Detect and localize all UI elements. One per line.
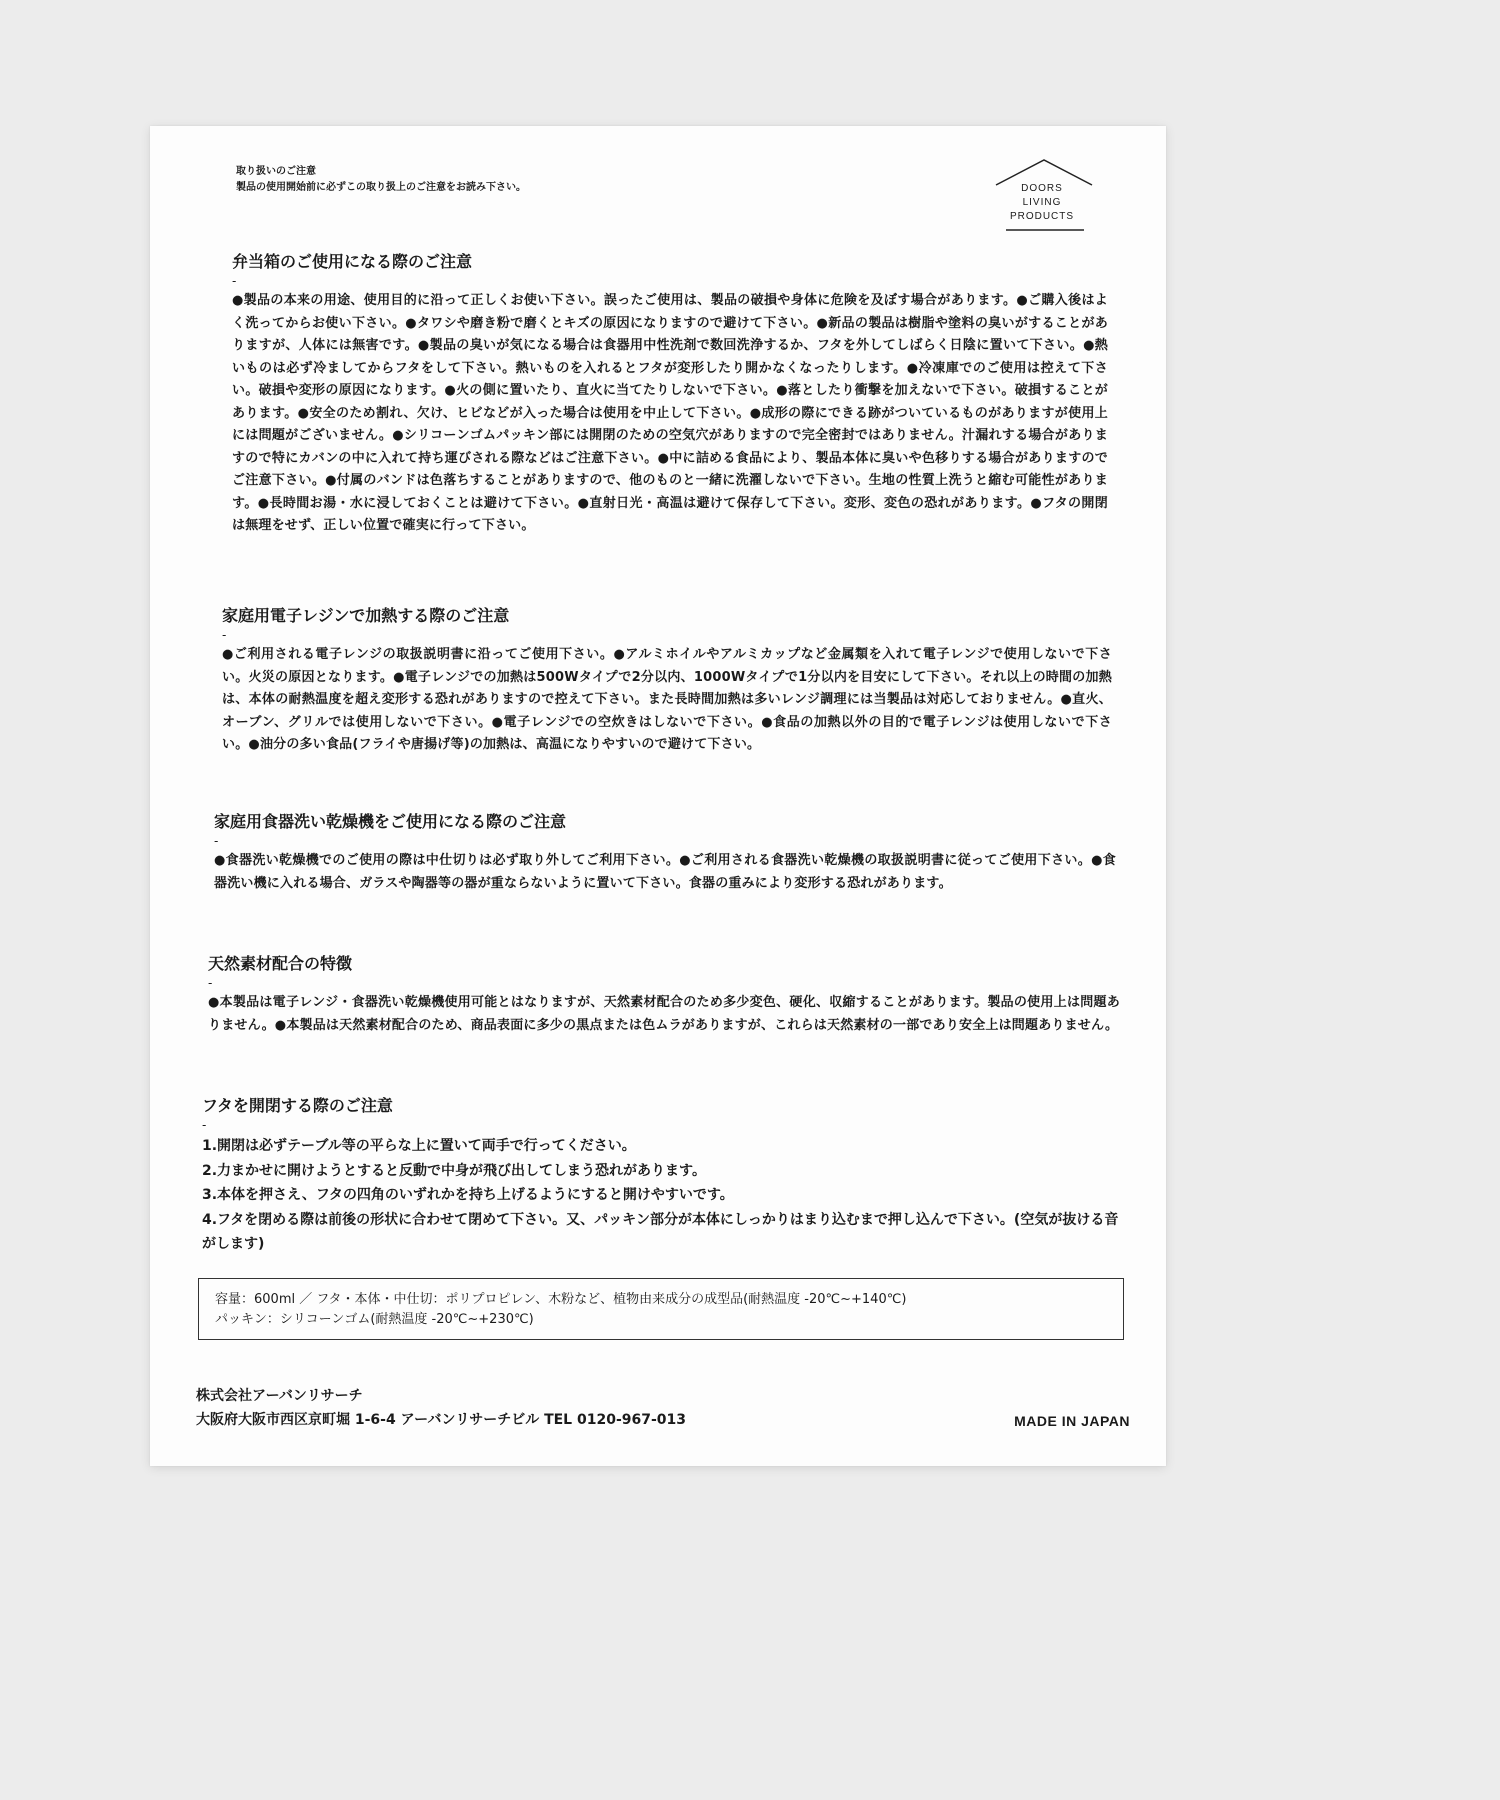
logo-line-living: LIVING xyxy=(1022,197,1062,208)
section-dash: - xyxy=(202,1118,207,1132)
company-info xyxy=(196,1384,686,1432)
notice-title: 取り扱いのご注意 xyxy=(236,166,316,177)
company-name: 株式会社アーバンリサーチ xyxy=(196,1388,363,1404)
section-dishwasher xyxy=(214,810,1116,895)
lid-steps xyxy=(202,1134,1126,1257)
section-microwave xyxy=(222,604,1112,757)
section-lunchbox xyxy=(232,250,1108,538)
logo-line-doors: DOORS xyxy=(1021,183,1063,194)
logo-line-products: PRODUCTS xyxy=(1009,211,1075,222)
section-title: 家庭用電子レジンで加熱する際のご注意 xyxy=(222,606,510,625)
section-title: 家庭用食器洗い乾燥機をご使用になる際のご注意 xyxy=(214,812,567,831)
section-body: ●食器洗い乾燥機でのご使用の際は中仕切りは必ず取り外してご利用下さい。●ご利用される食器洗い乾燥機の取扱説明書に従ってご使用下さい。●食器洗い機に入れる場合、ガラスや陶器等の器が重ならないように置いて下さい。食器の重みにより変形する恐れがあります。 xyxy=(214,853,1116,891)
section-dash: - xyxy=(208,976,213,990)
section-natural-material xyxy=(208,952,1120,1037)
top-notice xyxy=(236,164,526,196)
section-body: ●ご利用される電子レンジの取扱説明書に沿ってご使用下さい。●アルミホイルやアルミカップなど金属類を入れて電子レンジで使用しないで下さい。火災の原因となります。●電子レンジでの加熱は500Wタイプで2分以内、1000Wタイプで1分以内を目安にして下さい。それ以上の時間の加熱は、本体の耐熱温度を超え変形する恐れがありますので控えて下さい。また長時間加熱は多いレンジ調理には当製品は対応しておりません。●直火、オーブン、グリルでは使用しないで下さい。●電子レンジでの空炊きはしないで下さい。●食品の加熱以外の目的で電子レンジは使用しないで下さい。●油分の多い食品(フライや唐揚げ等)の加熱は、高温になりやすいので避けて下さい。 xyxy=(222,647,1112,752)
instruction-sheet xyxy=(150,126,1166,1466)
list-item: 3.本体を押さえ、フタの四角のいずれかを持ち上げるようにすると開けやすいです。 xyxy=(202,1187,734,1203)
section-title: 天然素材配合の特徴 xyxy=(208,954,353,973)
section-title: フタを開閉する際のご注意 xyxy=(202,1096,393,1115)
section-dash: - xyxy=(214,834,219,848)
section-title: 弁当箱のご使用になる際のご注意 xyxy=(232,252,473,271)
spec-packing: パッキン：シリコーンゴム(耐熱温度 -20℃~+230℃) xyxy=(215,1312,534,1327)
section-body: ●製品の本来の用途、使用目的に沿って正しくお使い下さい。誤ったご使用は、製品の破損や身体に危険を及ぼす場合があります。●ご購入後はよく洗ってからお使い下さい。●タワシや磨き粉で磨くとキズの原因になりますので避けて下さい。●新品の製品は樹脂や塗料の臭いがすることがありますが、人体には無害です。●製品の臭いが気になる場合は食器用中性洗剤で数回洗浄するか、フタを外してしばらく日陰に置いて下さい。●熱いものは必ず冷ましてからフタをして下さい。熱いものを入れるとフタが変形したり開かなくなったりします。●冷凍庫でのご使用は控えて下さい。破損や変形の原因になります。●火の側に置いたり、直火に当てたりしないで下さい。●落としたり衝撃を加えないで下さい。破損することがあります。●安全のため割れ、欠け、ヒビなどが入った場合は使用を中止して下さい。●成形の際にできる跡がついているものがありますが使用上には問題がございません。●シリコーンゴムパッキン部には開閉のための空気穴がありますので完全密封ではありません。汁漏れする場合がありますので特にカバンの中に入れて持ち運びされる際などはご注意下さい。●中に詰める食品により、製品本体に臭いや色移りする場合がありますのでご注意下さい。●付属のバンドは色落ちすることがありますので、他のものと一緒に洗濯しないで下さい。生地の性質上洗うと縮む可能性があります。●長時間お湯・水に浸しておくことは避けて下さい。●直射日光・高温は避けて保存して下さい。変形、変色の恐れがあります。●フタの開閉は無理をせず、正しい位置で確実に行って下さい。 xyxy=(232,293,1108,533)
made-in-label: MADE IN JAPAN xyxy=(1014,1413,1130,1429)
brand-logo-text xyxy=(992,182,1092,224)
section-body: ●本製品は電子レンジ・食器洗い乾燥機使用可能とはなりますが、天然素材配合のため多少変色、硬化、収縮することがあります。製品の使用上は問題ありません。●本製品は天然素材配合のため、商品表面に多少の黒点または色ムラがありますが、これらは天然素材の一部であり安全上は問題ありません。 xyxy=(208,995,1120,1033)
section-dash: - xyxy=(222,628,227,642)
spec-capacity-material: 容量：600ml ／ フタ・本体・中仕切：ポリプロピレン、木粉など、植物由来成分の成型品(耐熱温度 -20℃~+140℃) xyxy=(215,1292,907,1307)
brand-logo xyxy=(992,158,1102,238)
list-item: 1.開閉は必ずテーブル等の平らな上に置いて両手で行ってください。 xyxy=(202,1138,636,1154)
list-item: 4.フタを閉める際は前後の形状に合わせて閉めて下さい。又、パッキン部分が本体にしっかりはまり込むまで押し込んで下さい。(空気が抜ける音がします) xyxy=(202,1211,1119,1252)
notice-subtitle: 製品の使用開始前に必ずこの取り扱上のご注意をお読み下さい。 xyxy=(236,182,526,193)
section-lid xyxy=(202,1094,1126,1257)
section-dash: - xyxy=(232,274,237,288)
list-item: 2.力まかせに開けようとすると反動で中身が飛び出してしまう恐れがあります。 xyxy=(202,1162,706,1179)
company-address: 大阪府大阪市西区京町堀 1-6-4 アーバンリサーチビル TEL 0120-967-013 xyxy=(196,1412,687,1428)
spec-box xyxy=(198,1278,1124,1340)
